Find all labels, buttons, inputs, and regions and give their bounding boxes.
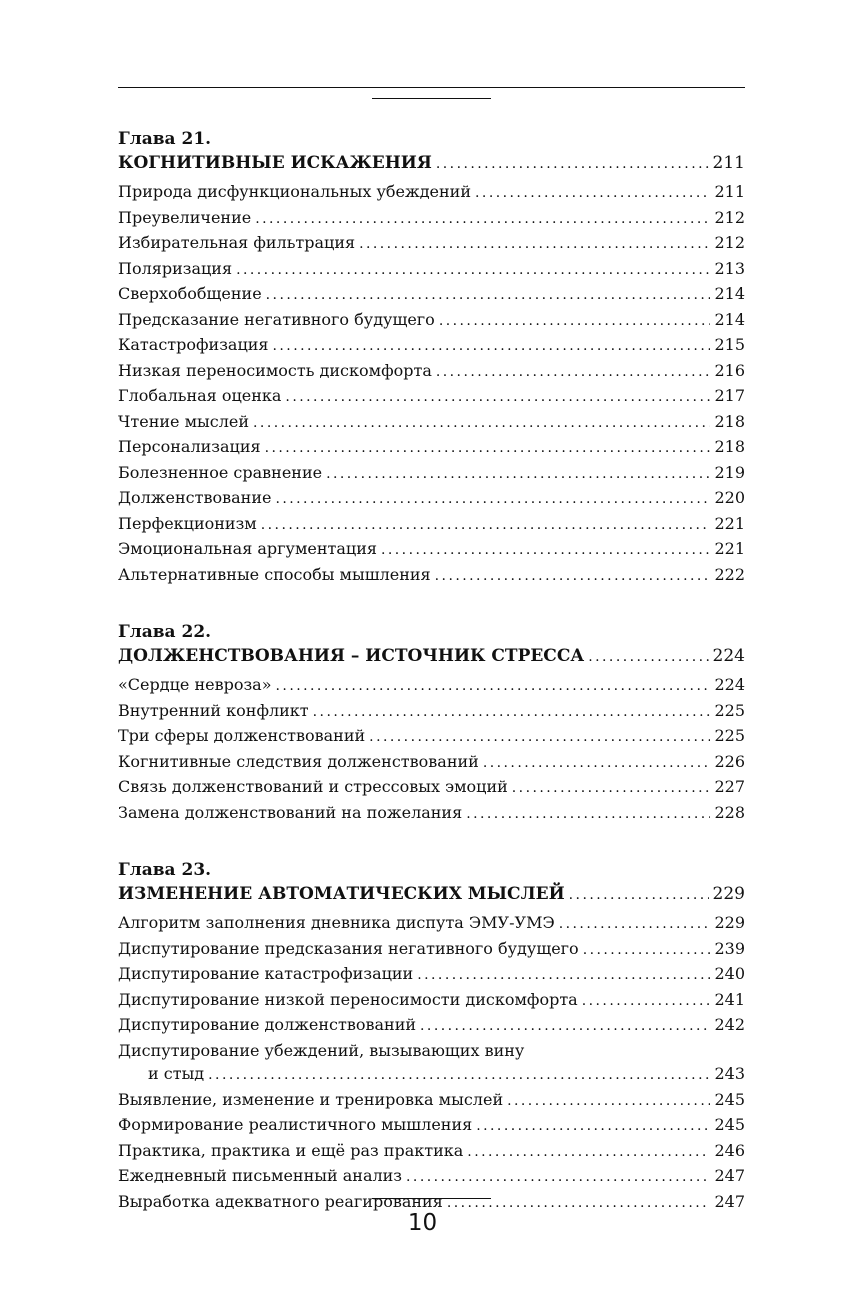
- chapter-title-text: КОГНИТИВНЫЕ ИСКАЖЕНИЯ: [118, 152, 432, 173]
- top-short-rule: [372, 98, 491, 99]
- leader-dots: [266, 284, 711, 308]
- page-ref: 212: [714, 207, 745, 227]
- chapter-title[interactable]: [118, 883, 745, 908]
- leader-dots: [261, 514, 711, 538]
- leader-dots: [406, 1166, 710, 1190]
- leader-dots: [313, 701, 711, 725]
- toc-entry-text: Долженствование: [118, 488, 272, 507]
- top-rule: [118, 87, 745, 88]
- toc-entry-text: «Сердце невроза»: [118, 675, 272, 694]
- toc-entry[interactable]: [118, 231, 745, 257]
- leader-dots: [588, 646, 708, 670]
- toc-entry-text: Перфекционизм: [118, 513, 257, 533]
- leader-dots: [436, 153, 709, 177]
- toc-entry-text: Катастрофизация: [118, 335, 269, 354]
- toc-entry-text: Преувеличение: [118, 207, 252, 227]
- leader-dots: [483, 752, 711, 776]
- toc-entry-text: Чтение мыслей: [118, 411, 250, 431]
- page-ref: 245: [714, 1089, 745, 1109]
- toc-entry-text: Практика, практика и ещё раз практика: [118, 1140, 464, 1160]
- toc-entry-text: Когнитивные следствия долженствований: [118, 751, 479, 771]
- page-ref: 222: [714, 564, 745, 584]
- chapter-title-text: ИЗМЕНЕНИЕ АВТОМАТИЧЕСКИХ МЫСЛЕЙ: [118, 883, 565, 904]
- toc-entry[interactable]: [118, 384, 745, 410]
- toc-entry[interactable]: [118, 257, 745, 283]
- page-ref: 240: [714, 964, 745, 983]
- chapter-title[interactable]: [118, 152, 745, 177]
- leader-dots: [208, 1064, 710, 1088]
- toc-entry-text: Внутренний конфликт: [118, 700, 309, 720]
- toc-entry[interactable]: [118, 673, 745, 699]
- toc-entry[interactable]: [118, 775, 745, 801]
- toc-entry-text: Замена долженствований на пожелания: [118, 802, 463, 822]
- toc-entry-text: Сверхобобщение: [118, 284, 262, 303]
- toc-entry-text: Формирование реалистичного мышления: [118, 1115, 473, 1134]
- leader-dots: [435, 565, 711, 589]
- toc-entry[interactable]: [118, 1164, 745, 1190]
- chapter-label: Глава 22.: [118, 622, 212, 642]
- page-ref: 218: [714, 437, 745, 456]
- page-ref: 243: [714, 1064, 745, 1083]
- toc-entry-text: Эмоциональная аргументация: [118, 539, 377, 558]
- page-ref: 224: [714, 675, 745, 694]
- page-ref: 241: [714, 989, 745, 1009]
- toc-entry-text: Диспутирование долженствований: [118, 1015, 417, 1034]
- toc-entry-text: Три сферы долженствований: [118, 726, 366, 745]
- toc-entry[interactable]: [118, 359, 745, 385]
- toc-entry-text: Низкая переносимость дискомфорта: [118, 360, 432, 380]
- bottom-short-rule: [372, 1198, 491, 1199]
- leader-dots: [439, 310, 711, 334]
- chapter-23: [118, 859, 745, 1215]
- toc-entry[interactable]: [118, 180, 745, 206]
- toc-entry[interactable]: [118, 435, 745, 461]
- page-ref: 229: [712, 883, 745, 904]
- page-ref: 227: [714, 777, 745, 796]
- toc-entry[interactable]: [118, 410, 745, 436]
- toc-entry[interactable]: [118, 308, 745, 334]
- toc-entry-text: Диспутирование катастрофизации: [118, 964, 414, 983]
- leader-dots: [476, 1115, 710, 1139]
- toc-entry[interactable]: [118, 962, 745, 988]
- page-ref: 221: [714, 513, 745, 533]
- chapter-title-text: ДОЛЖЕНСТВОВАНИЯ – ИСТОЧНИК СТРЕССА: [118, 645, 585, 666]
- leader-dots: [359, 233, 710, 257]
- leader-dots: [583, 939, 711, 963]
- toc-entry-text: Алгоритм заполнения дневника диспута ЭМУ-УМЭ: [118, 913, 555, 932]
- leader-dots: [475, 182, 710, 206]
- toc-entry-text: Природа дисфункциональных убеждений: [118, 182, 472, 201]
- toc-entry-text: Альтернативные способы мышления: [118, 564, 431, 584]
- toc-entry[interactable]: [118, 282, 745, 308]
- toc-entry[interactable]: [118, 750, 745, 776]
- page-ref: 219: [714, 462, 745, 482]
- leader-dots: [466, 803, 710, 827]
- page-ref: 211: [712, 152, 745, 173]
- page-ref: 224: [712, 645, 745, 666]
- leader-dots: [236, 259, 710, 283]
- toc-entry-first-line[interactable]: Диспутирование убеждений, вызывающих вину: [118, 1040, 525, 1060]
- leader-dots: [582, 990, 711, 1014]
- chapter-label: Глава 21.: [118, 129, 212, 149]
- leader-dots: [436, 361, 711, 385]
- toc-entry-text: Связь долженствований и стрессовых эмоций: [118, 777, 508, 796]
- leader-dots: [559, 913, 711, 937]
- leader-dots: [507, 1090, 710, 1114]
- leader-dots: [467, 1141, 710, 1165]
- toc-entry[interactable]: [118, 461, 745, 487]
- page-ref: 246: [714, 1140, 745, 1160]
- toc-entry-text: Диспутирование низкой переносимости дискомфорта: [118, 989, 578, 1009]
- page-ref: 214: [714, 284, 745, 303]
- toc-entry-text: Ежедневный письменный анализ: [118, 1166, 403, 1185]
- leader-dots: [253, 412, 710, 436]
- leader-dots: [417, 964, 710, 988]
- page-ref: 245: [714, 1115, 745, 1134]
- leader-dots: [569, 884, 709, 908]
- toc-entry-text: Избирательная фильтрация: [118, 233, 356, 252]
- toc-entry-text: Предсказание негативного будущего: [118, 309, 435, 329]
- toc-entry[interactable]: [118, 537, 745, 563]
- toc-entry[interactable]: [118, 801, 745, 827]
- toc-entry[interactable]: [118, 486, 745, 512]
- leader-dots: [420, 1015, 710, 1039]
- page-ref: 216: [714, 360, 745, 380]
- page-ref: 247: [714, 1166, 745, 1185]
- page-ref: 220: [714, 488, 745, 507]
- leader-dots: [326, 463, 710, 487]
- page-number: 10: [407, 1210, 438, 1236]
- toc-entry-text: Поляризация: [118, 258, 233, 278]
- toc-entry-text: Болезненное сравнение: [118, 462, 323, 482]
- leader-dots: [273, 335, 711, 359]
- leader-dots: [512, 777, 711, 801]
- page-ref: 217: [714, 386, 745, 405]
- toc-entry[interactable]: [118, 724, 745, 750]
- page-ref: 211: [714, 182, 745, 201]
- toc-entry[interactable]: [118, 512, 745, 538]
- toc-entry[interactable]: [118, 1013, 745, 1039]
- leader-dots: [265, 437, 711, 461]
- toc-entry[interactable]: [118, 333, 745, 359]
- toc-entry[interactable]: [118, 911, 745, 937]
- chapter-21: [118, 128, 745, 588]
- page-ref: 229: [714, 913, 745, 932]
- leader-dots: [369, 726, 710, 750]
- leader-dots: [381, 539, 710, 563]
- page-ref: 226: [714, 751, 745, 771]
- toc-entry-text: и стыд: [148, 1064, 205, 1083]
- page-ref: 212: [714, 233, 745, 252]
- toc-entry[interactable]: [118, 1139, 745, 1165]
- leader-dots: [275, 488, 710, 512]
- toc-entry-text: Персонализация: [118, 437, 261, 456]
- toc-entry-continuation[interactable]: [118, 1062, 745, 1088]
- page-ref: 228: [714, 802, 745, 822]
- toc-entry[interactable]: [118, 1088, 745, 1114]
- table-of-contents: [118, 128, 745, 1215]
- toc-entry[interactable]: [118, 206, 745, 232]
- toc-entry[interactable]: [118, 937, 745, 963]
- leader-dots: [285, 386, 710, 410]
- page-ref: 213: [714, 258, 745, 278]
- chapter-22: [118, 621, 745, 826]
- toc-entry-text: Диспутирование предсказания негативного будущего: [118, 938, 579, 958]
- toc-entry-text: Глобальная оценка: [118, 386, 282, 405]
- toc-entry-text: Выработка адекватного реагирования: [118, 1191, 443, 1211]
- leader-dots: [255, 208, 710, 232]
- page-ref: 218: [714, 411, 745, 431]
- page-ref: 215: [714, 335, 745, 354]
- leader-dots: [276, 675, 711, 699]
- toc-entry[interactable]: [118, 563, 745, 589]
- toc-entry[interactable]: [118, 699, 745, 725]
- page-ref: 242: [714, 1015, 745, 1034]
- toc-entry-text: Выявление, изменение и тренировка мыслей: [118, 1089, 504, 1109]
- page-ref: 239: [714, 938, 745, 958]
- page-ref: 225: [714, 726, 745, 745]
- page-ref: 225: [714, 700, 745, 720]
- page-ref: 221: [714, 539, 745, 558]
- page-ref: 214: [714, 309, 745, 329]
- page-ref: 247: [714, 1191, 745, 1211]
- toc-entry[interactable]: [118, 988, 745, 1014]
- chapter-label: Глава 23.: [118, 860, 212, 880]
- chapter-title[interactable]: [118, 645, 745, 670]
- toc-entry[interactable]: [118, 1113, 745, 1139]
